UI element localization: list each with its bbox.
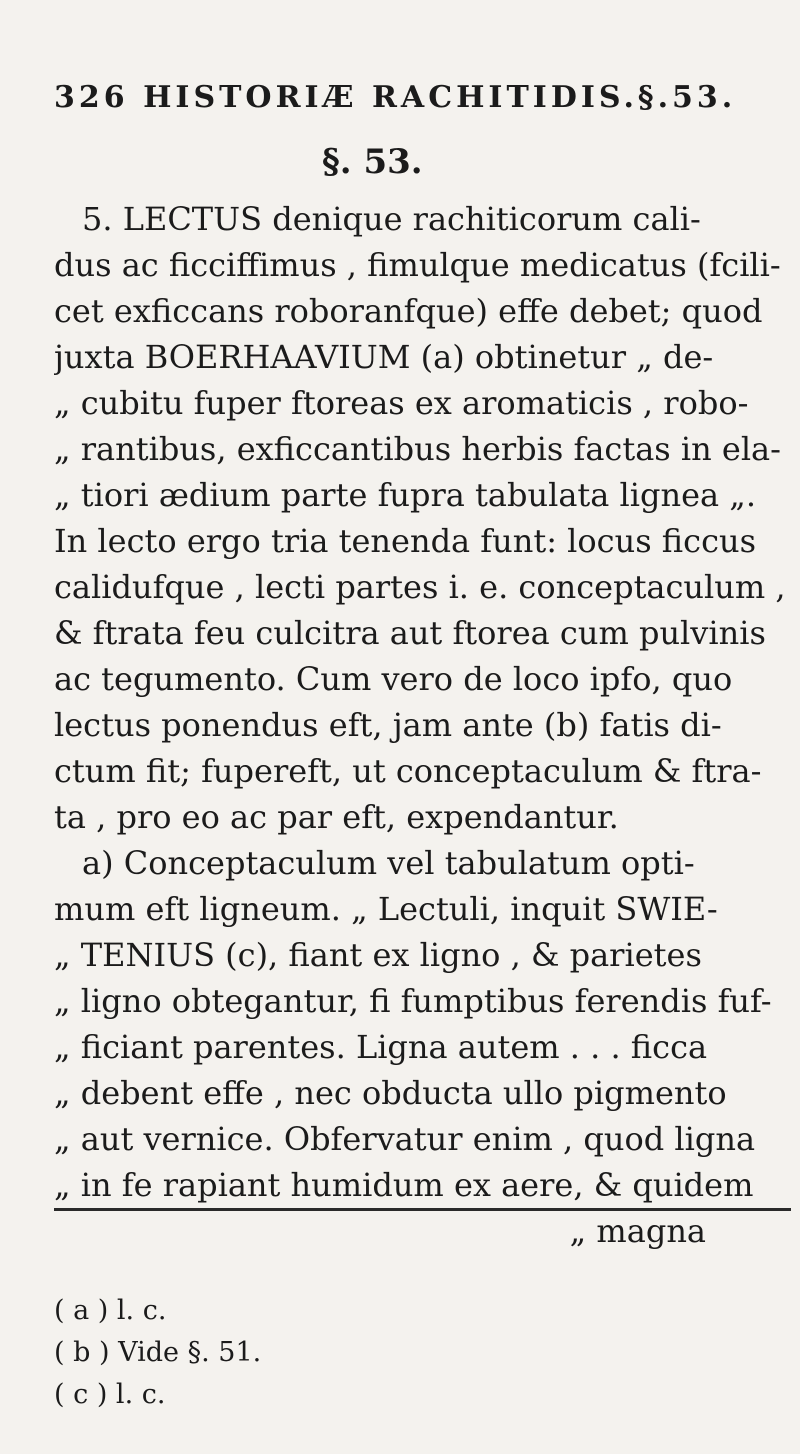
text-line: juxta BOERHAAVIUM (a) obtinetur „ de- (54, 338, 714, 376)
text-line: „ aut vernice. Obfervatur enim , quod ligna (54, 1120, 756, 1158)
text-line: cet exficcans roboranfque) effe debet; quod (54, 292, 763, 330)
text-line: dus ac ficciffimus , fimulque medicatus (fcili- (54, 246, 781, 284)
footnote: ( a ) l. c. (54, 1295, 167, 1326)
text-line: „ debent effe , nec obducta ullo pigmento (54, 1074, 727, 1112)
text-line: a) Conceptaculum vel tabulatum opti- (82, 844, 695, 882)
footnote-rule (54, 1208, 791, 1211)
text-line: ac tegumento. Cum vero de loco ipfo, quo (54, 660, 733, 698)
section-number: §. 53. (322, 142, 423, 182)
footnotes (54, 1290, 261, 1416)
text-line: ta , pro eo ac par eft, expendantur. (54, 798, 619, 836)
text-line: calidufque , lecti partes i. e. conceptaculum , (54, 568, 786, 606)
text-line: 5. LECTUS denique rachiticorum cali- (82, 200, 701, 238)
text-line: mum eft ligneum. „ Lectuli, inquit SWIE- (54, 890, 718, 928)
text-line: In lecto ergo tria tenenda funt: locus ficcus (54, 522, 757, 560)
text-line: „ ligno obtegantur, fi fumptibus ferendis fuf- (54, 982, 772, 1020)
text-line: „ in fe rapiant humidum ex aere, & quidem (54, 1166, 754, 1204)
text-line: „ cubitu fuper ftoreas ex aromaticis , robo- (54, 384, 749, 422)
text-line: „ TENIUS (c), fiant ex ligno , & parietes (54, 936, 702, 974)
text-line: & ftrata feu culcitra aut ftorea cum pulvinis (54, 614, 766, 652)
text-line: „ ficiant parentes. Ligna autem . . . ficca (54, 1028, 708, 1066)
catchword-line: „ magna (569, 1212, 706, 1250)
text-line: „ rantibus, exficcantibus herbis factas in ela- (54, 430, 781, 468)
footnote: ( c ) l. c. (54, 1379, 166, 1410)
text-line: ctum fit; fupereft, ut conceptaculum & ftra- (54, 752, 762, 790)
text-line: „ tiori ædium parte fupra tabulata lignea „. (54, 476, 756, 514)
running-header: 326 HISTORIÆ RACHITIDIS.§.53. (54, 80, 737, 115)
text-line: lectus ponendus eft, jam ante (b) fatis di- (54, 706, 722, 744)
footnote: ( b ) Vide §. 51. (54, 1337, 262, 1368)
body-text (54, 196, 792, 1254)
